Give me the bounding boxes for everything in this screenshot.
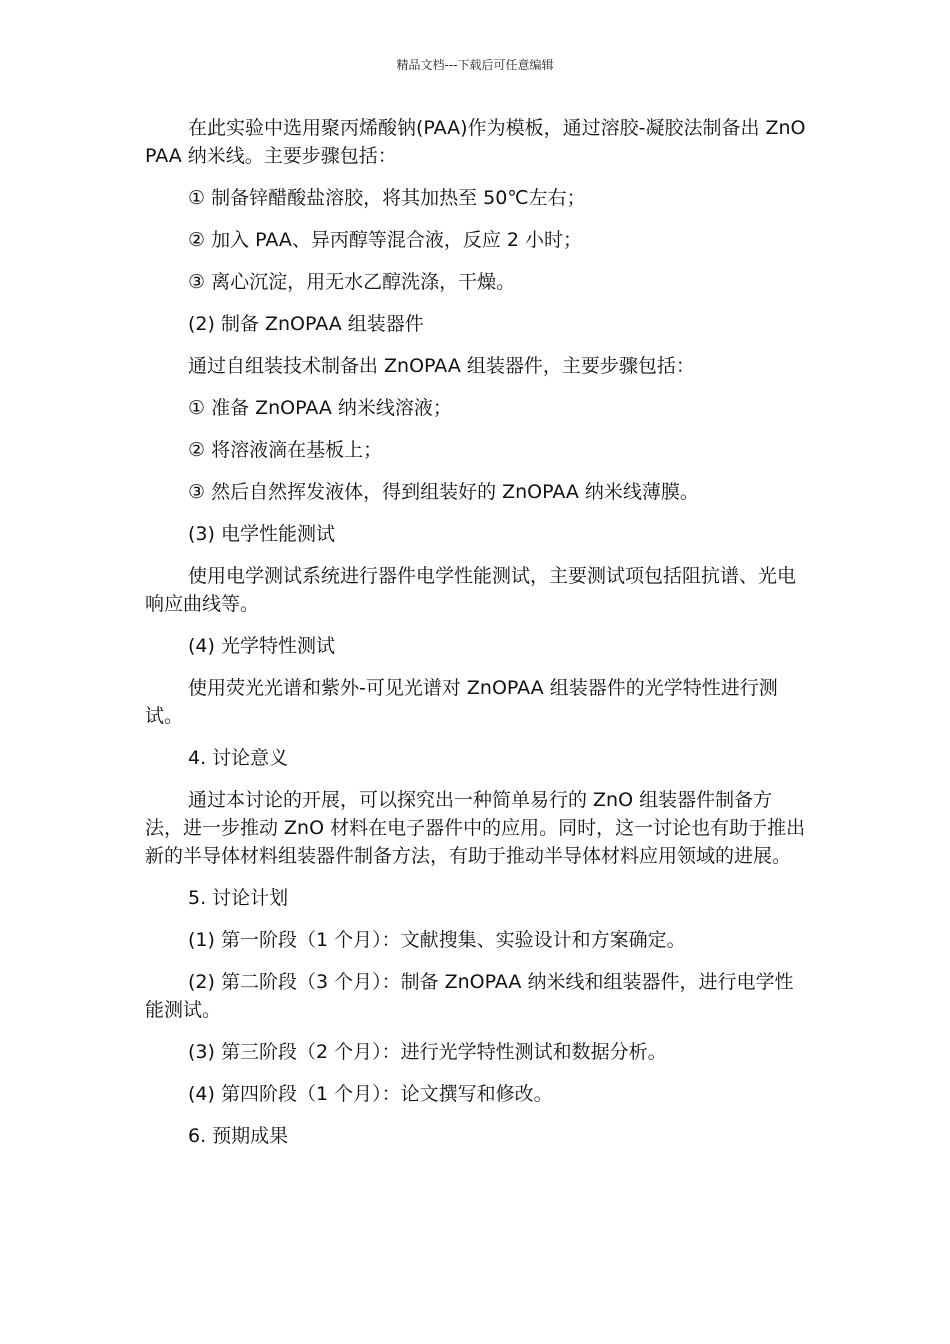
paragraph-significance: 通过本讨论的开展，可以探究出一种简单易行的 ZnO 组装器件制备方法，进一步推动 ZnO 材料在电子器件中的应用。同时，这一讨论也有助于推出新的半导体材料组装器件制备方法，有助于推动半导体材料应用领域的进展。 (145, 789, 806, 867)
list-item-assembly-2: ② 将溶液滴在基板上； (188, 439, 383, 461)
section-heading-assembly: (2) 制备 ZnOPAA 组装器件 (188, 313, 424, 335)
page-header: 精品文档---下载后可任意编辑 (396, 58, 554, 72)
plan-stage-2: (2) 第二阶段（3 个月）：制备 ZnOPAA 纳米线和组装器件，进行电学性能测试。 (145, 971, 794, 1021)
plan-stage-4: (4) 第四阶段（1 个月）：论文撰写和修改。 (188, 1083, 553, 1105)
list-item-step-2: ② 加入 PAA、异丙醇等混合液，反应 2 小时； (188, 229, 583, 251)
paragraph-intro: 在此实验中选用聚丙烯酸钠(PAA)作为模板，通过溶胶-凝胶法制备出 ZnOPAA 纳米线。主要步骤包括： (145, 117, 806, 167)
paragraph-assembly: 通过自组装技术制备出 ZnOPAA 组装器件，主要步骤包括： (188, 355, 695, 377)
section-heading-significance: 4. 讨论意义 (188, 747, 289, 769)
list-item-step-1: ① 制备锌醋酸盐溶胶，将其加热至 50℃左右； (188, 187, 586, 209)
section-heading-outcomes: 6. 预期成果 (188, 1125, 289, 1147)
section-heading-plan: 5. 讨论计划 (188, 887, 289, 909)
list-item-step-3: ③ 离心沉淀，用无水乙醇洗涤，干燥。 (188, 271, 516, 293)
section-heading-electrical: (3) 电学性能测试 (188, 523, 335, 545)
list-item-assembly-3: ③ 然后自然挥发液体，得到组装好的 ZnOPAA 纳米线薄膜。 (188, 481, 699, 503)
document-body (145, 114, 807, 1164)
plan-stage-3: (3) 第三阶段（2 个月）：进行光学特性测试和数据分析。 (188, 1041, 667, 1063)
list-item-assembly-1: ① 准备 ZnOPAA 纳米线溶液； (188, 397, 452, 419)
paragraph-electrical: 使用电学测试系统进行器件电学性能测试，主要测试项包括阻抗谱、光电响应曲线等。 (145, 565, 797, 615)
section-heading-optical: (4) 光学特性测试 (188, 635, 335, 657)
plan-stage-1: (1) 第一阶段（1 个月）：文献搜集、实验设计和方案确定。 (188, 929, 686, 951)
paragraph-optical: 使用荧光光谱和紫外-可见光谱对 ZnOPAA 组装器件的光学特性进行测试。 (145, 677, 778, 727)
